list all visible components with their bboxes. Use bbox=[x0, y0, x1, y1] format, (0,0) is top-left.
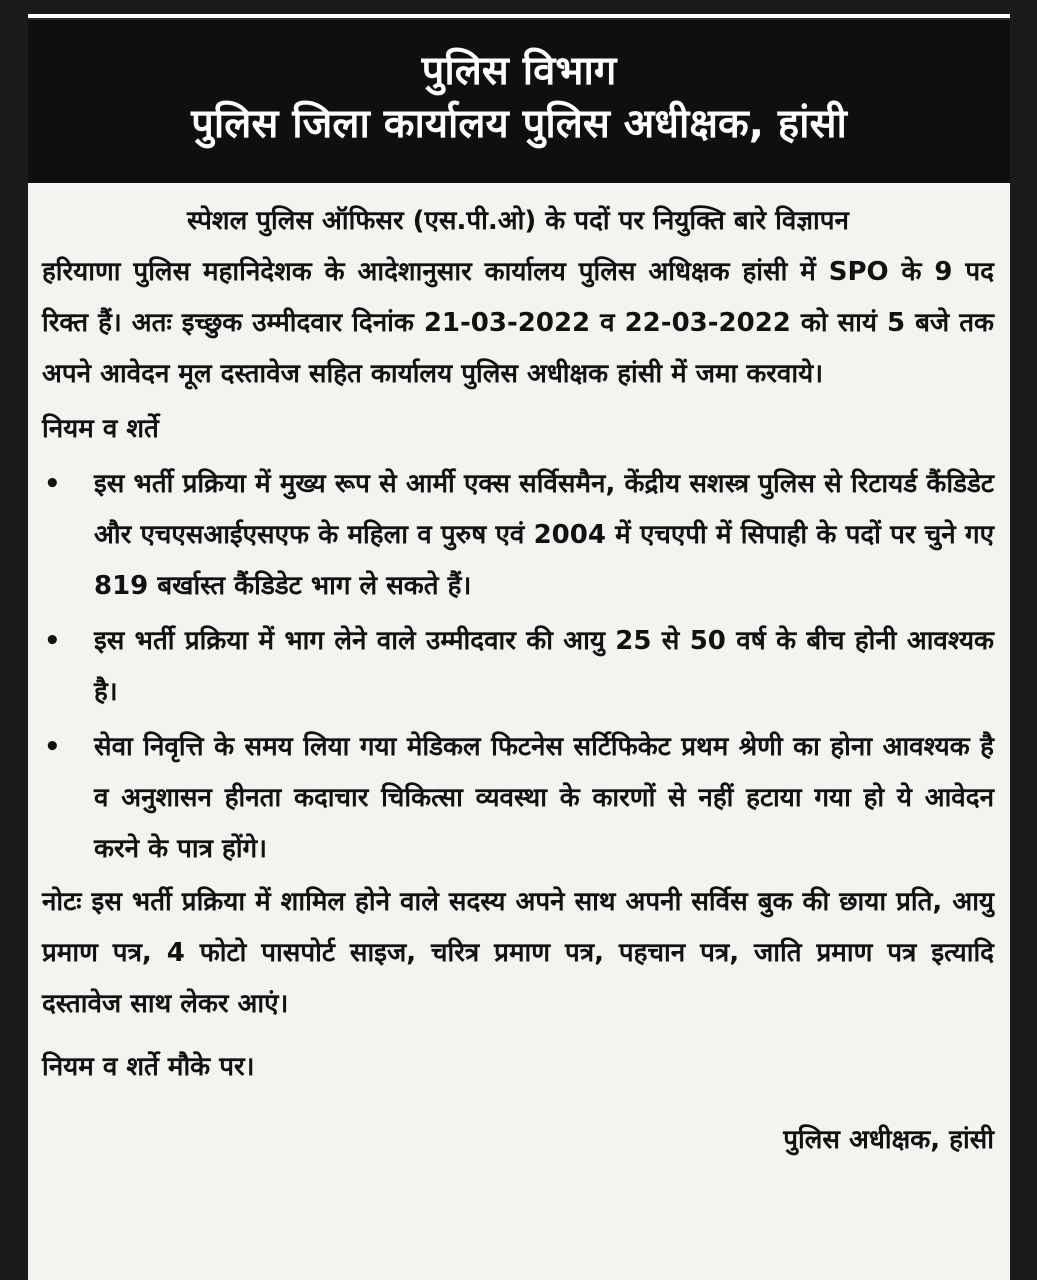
office-title: पुलिस जिला कार्यालय पुलिस अधीक्षक, हांसी bbox=[191, 101, 847, 147]
rule-text: सेवा निवृत्ति के समय लिया गया मेडिकल फिटनेस सर्टिफिकेट प्रथम श्रेणी का होना आवश्यक है व अनुशासन हीनता कदाचार चिकित्सा व्यवस्था के कारणों से नहीं हटाया गया हो ये आवेदन करने के पात्र होंगे। bbox=[94, 732, 994, 864]
rules-heading: नियम व शर्ते bbox=[42, 414, 159, 444]
list-item bbox=[42, 722, 994, 875]
notice-body bbox=[28, 183, 1010, 1166]
notice-note: नोटः इस भर्ती प्रक्रिया में शामिल होने वाले सदस्य अपने साथ अपनी सर्विस बुक की छाया प्रति, आयु प्रमाण पत्र, 4 फोटो पासपोर्ट साइज, चरित्र प्रमाण पत्र, पहचान पत्र, जाति प्रमाण पत्र इत्यादि दस्तावेज साथ लेकर आएं। bbox=[42, 887, 994, 1019]
rules-list bbox=[42, 459, 994, 875]
bullet-icon: • bbox=[44, 469, 61, 499]
notice-intro: हरियाणा पुलिस महानिदेशक के आदेशानुसार कार्यालय पुलिस अधिक्षक हांसी में SPO के 9 पद रिक्त हैं। अतः इच्छुक उम्मीदवार दिनांक 21-03-2022 व 22-03-2022 को सायं 5 बजे तक अपने आवेदन मूल दस्तावेज सहित कार्यालय पुलिस अधीक्षक हांसी में जमा करवाये। bbox=[42, 257, 994, 389]
bullet-icon: • bbox=[44, 732, 61, 762]
notice-subject: स्पेशल पुलिस ऑफिसर (एस.पी.ओ) के पदों पर नियुक्ति बारे विज्ञापन bbox=[187, 206, 849, 236]
bullet-icon: • bbox=[44, 626, 61, 656]
notice-closing: नियम व शर्ते मौके पर। bbox=[42, 1052, 255, 1082]
list-item bbox=[42, 616, 994, 718]
notice-header bbox=[28, 20, 1010, 183]
newspaper-notice bbox=[28, 14, 1010, 1280]
list-item bbox=[42, 459, 994, 612]
notice-signature: पुलिस अधीक्षक, हांसी bbox=[783, 1125, 994, 1155]
department-title: पुलिस विभाग bbox=[421, 48, 617, 94]
rule-text: इस भर्ती प्रक्रिया में मुख्य रूप से आर्मी एक्स सर्विसमैन, केंद्रीय सशस्त्र पुलिस से रिटायर्ड कैंडिडेट और एचएसआईएसएफ के महिला व पुरुष एवं 2004 में एचएपी में सिपाही के पदों पर चुने गए 819 बर्खास्त कैंडिडेट भाग ले सकते हैं। bbox=[94, 469, 994, 601]
rule-text: इस भर्ती प्रक्रिया में भाग लेने वाले उम्मीदवार की आयु 25 से 50 वर्ष के बीच होनी आवश्यक है। bbox=[94, 626, 994, 707]
